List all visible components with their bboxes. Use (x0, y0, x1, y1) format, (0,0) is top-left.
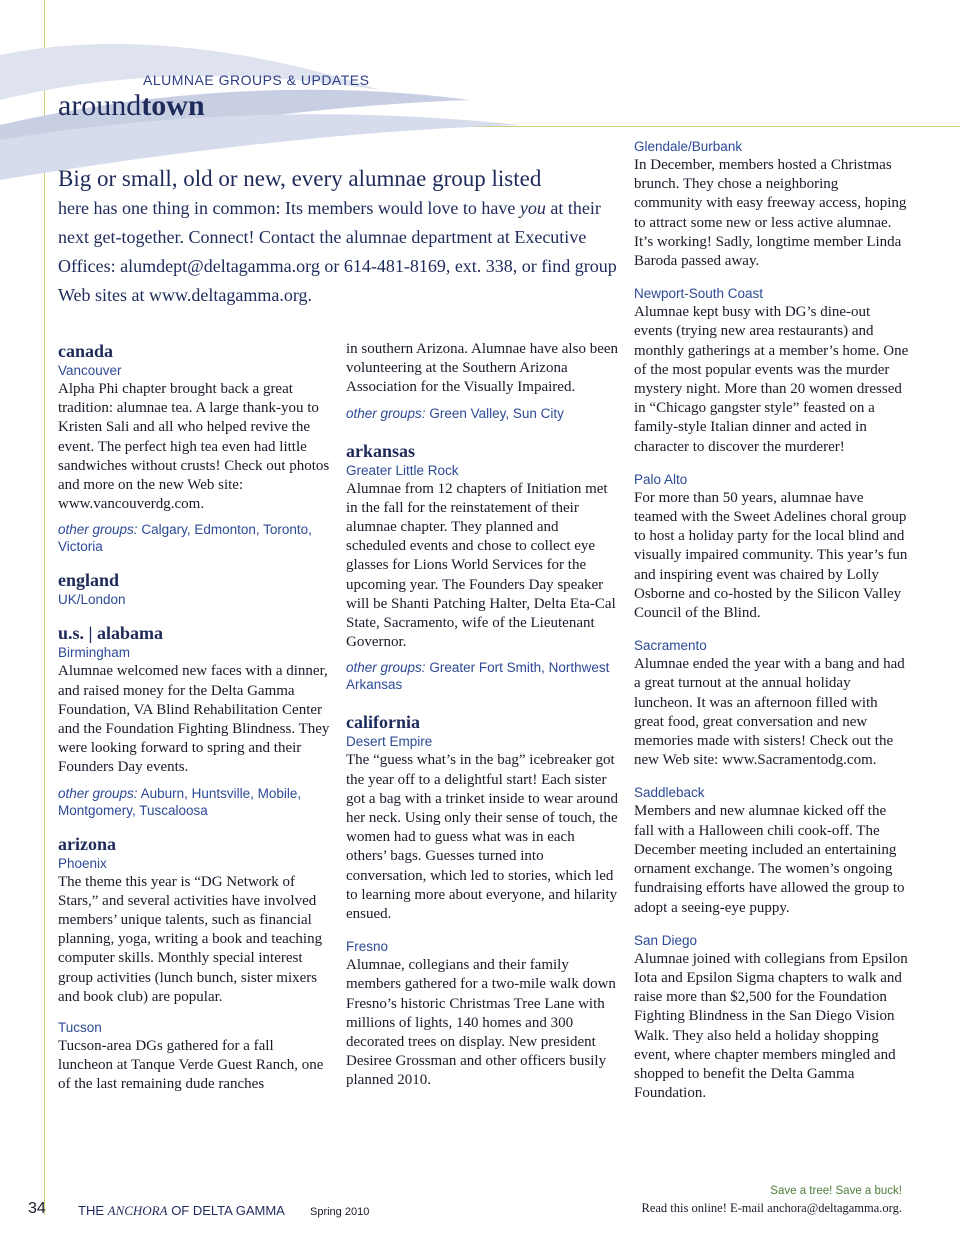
group-text: Alumnae from 12 chapters of Initiation met in the fall for the reinstatement of their alumnae chapter. They planned and scheduled events and chose to collect eye glasses for Lions World Services for the upcoming year. The Founders Day speaker will be Shanti Patching Halter, Delta Eta-Cal State, Sacramento, wife of the Lieutenant Governor. (346, 480, 616, 651)
section-title (58, 88, 205, 124)
group-name: Greater Little Rock (346, 462, 459, 478)
group-name: Palo Alto (634, 471, 688, 487)
group-text: In December, members hosted a Christmas brunch. They chose a neighboring community with easy freeway access, hoping to attract some new or less active alumnae. It’s working! Sadly, longtime member Linda Baroda passed away. (634, 157, 907, 270)
group-text: Alumnae ended the year with a bang and had a great turnout at the annual holiday luncheon. It was an afternoon filled with great food, great conversation and new memories made with sisters! Check out the new Web site: www.Sacramentodg.com. (634, 656, 905, 769)
column-2 (346, 340, 618, 1091)
left-rule (44, 0, 45, 1215)
group-name: Tucson (58, 1020, 102, 1036)
group-name: Newport-South Coast (634, 286, 764, 302)
save-tree-note: Save a tree! Save a buck! (770, 1185, 902, 1197)
region-heading: arizona (58, 833, 116, 854)
group-name: UK/London (58, 592, 126, 608)
other-groups-label: other groups: (58, 522, 138, 538)
issue-season: Spring 2010 (310, 1206, 370, 1218)
other-groups-label: other groups: (346, 405, 426, 421)
region-heading: u.s. | alabama (58, 623, 163, 644)
intro-rest: at their next get-together. Connect! Contact the alumnae department at Executive Offices: alumdept@deltagamma.org or 614-481-8169, ext. 338, or find group Web sites at www.deltagamma.org. (58, 198, 617, 305)
other-groups (58, 785, 330, 819)
group-text: Alumnae joined with collegians from Epsilon Iota and Epsilon Sigma chapters to walk and raise more than $2,500 for the Foundation Fighting Blindness in the San Diego Vision Walk. They also held a holiday shopping event, where chapter members mingled and shopped to benefit the Delta Gamma Foundation. (634, 950, 908, 1102)
group-text: Alumnae kept busy with DG’s dine-out events (trying new area restaurants) and monthly gatherings at a member’s home. One of the most popular events was the murder mystery night. More than 20 women dressed in “Chicago gangster style” feasted on a family-style Italian dinner and acted in character to discover the murderer! (634, 304, 909, 455)
title-post: OF DELTA GAMMA (167, 1203, 285, 1218)
title-pre: THE (78, 1203, 108, 1218)
group-name: Vancouver (58, 363, 122, 378)
group-name: Glendale/Burbank (634, 139, 743, 154)
group-text: Alumnae, collegians and their family members gathered for a two-mile walk down Fresno’s historic Christmas Tree Lane with millions of lights, 140 homes and 300 decorated trees on display. New president Desiree Grossman and other officers busily planned 2010. (346, 957, 616, 1089)
title-italic: ANCHORA (107, 1203, 168, 1218)
group-text: The theme this year is “DG Network of Stars,” and several activities have involved members’ unique talents, such as financial planning, yoga, writing a book and teaching computer skills. Monthly special interest group activities (lunch bunch, sister mixers and book club) are popular. (58, 873, 323, 1005)
section-kicker: ALUMNAE GROUPS & UPDATES (143, 72, 370, 88)
intro-line2: here has one thing in common: Its members would love to have (58, 198, 520, 218)
group-text: Alumnae welcomed new faces with a dinner, and raised money for the Delta Gamma Foundation, VA Blind Rehabilitation Center and the Foundation Fighting Blindness. They were looking forward to spring and their Founders Day events. (58, 663, 330, 776)
intro-body (58, 194, 618, 310)
other-groups (346, 405, 618, 422)
region-heading: canada (58, 341, 114, 361)
group-name: Desert Empire (346, 734, 433, 750)
intro-emphasis: you (519, 198, 546, 218)
page-number: 34 (28, 1200, 46, 1217)
region-heading: california (346, 712, 420, 733)
column-3 (634, 138, 909, 1103)
other-groups-label: other groups: (58, 785, 138, 801)
title-light: around (58, 89, 142, 122)
group-text: Alpha Phi chapter brought back a great tradition: alumnae tea. A large thank-you to Kristen Sali and all who helped revive the event. The perfect high tea even had little sandwiches without crusts! Check out photos and more on the new Web site: www.vancouverdg.com. (58, 381, 330, 513)
other-groups (346, 659, 618, 693)
group-name: Saddleback (634, 785, 705, 801)
group-text: Members and new alumnae kicked off the fall with a Halloween chili cook-off. The December meeting included an entertaining ornament exchange. The women’s ongoing fundraising efforts have allowed the group to adopt a seeing-eye puppy. (634, 803, 905, 916)
other-groups (58, 521, 330, 555)
publication-title (78, 1203, 285, 1219)
group-name: San Diego (634, 932, 698, 948)
read-online-note: Read this online! E-mail anchora@deltagamma.org. (641, 1201, 902, 1215)
group-name: Fresno (346, 939, 389, 955)
region-heading: england (58, 570, 120, 591)
other-groups-list: Auburn, Huntsville, Mobile, Montgomery, Tuscaloosa (58, 785, 302, 818)
title-bold: town (141, 89, 205, 122)
group-text: Tucson-area DGs gathered for a fall luncheon at Tanque Verde Guest Ranch, one of the last remaining dude ranches (58, 1038, 324, 1093)
intro-lead: Big or small, old or new, every alumnae group listed (58, 166, 542, 191)
group-text-continued: in southern Arizona. Alumnae have also been volunteering at the Southern Arizona Association for the Visually Impaired. (346, 341, 619, 396)
other-groups-list: Calgary, Edmonton, Toronto, Victoria (58, 522, 312, 555)
other-groups-list: Green Valley, Sun City (429, 405, 564, 421)
region-heading: arkansas (346, 440, 416, 461)
other-groups-list: Greater Fort Smith, Northwest Arkansas (346, 660, 610, 693)
intro-paragraph (58, 164, 618, 310)
group-text: For more than 50 years, alumnae have teamed with the Sweet Adelines choral group to host a holiday party for the local blind and visually impaired community. This year’s fun and inspiring event was chaired by Lolly Osborne and co-hosted by the Silicon Valley Council of the Blind. (634, 489, 908, 622)
other-groups-label: other groups: (346, 660, 426, 676)
group-name: Sacramento (634, 638, 707, 654)
group-text: The “guess what’s in the bag” icebreaker got the year off to a delightful start! Each sister got a bag with a trinket inside to wear around her neck. Using only their sense of touch, the women had to guess what was in each others’ bags. Guesses turned into conversation, which led to stories, which led to learning more about everyone, and hilarity ensued. (346, 752, 619, 923)
group-name: Birmingham (58, 645, 131, 661)
group-name: Phoenix (58, 855, 107, 871)
column-1 (58, 340, 330, 1095)
